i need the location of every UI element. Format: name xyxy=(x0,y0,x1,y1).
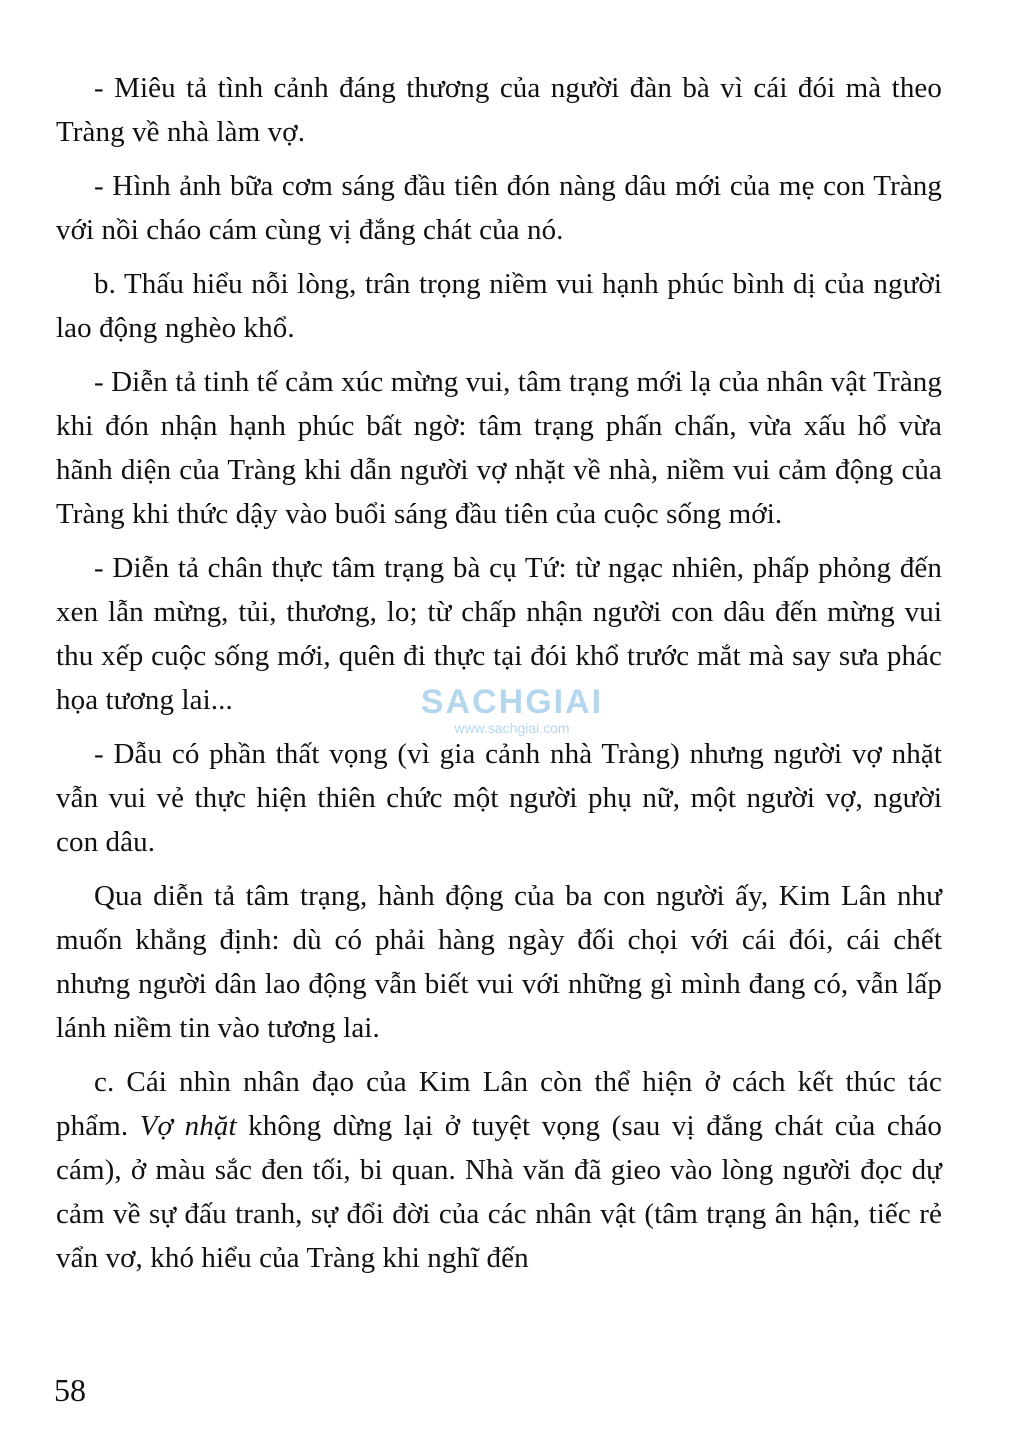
watermark-logo: SACHGIAI xyxy=(420,683,604,721)
paragraph-2: - Hình ảnh bữa cơm sáng đầu tiên đón nàng dâu mới của mẹ con Tràng với nồi cháo cám cùng vị đắng chát của nó. xyxy=(56,170,942,246)
watermark-url: www.sachgiai.com xyxy=(454,720,570,736)
paragraph-8-start: c. Cái nhìn nhân đạo của Kim Lân còn thể hiện ở cách kết thúc tác phẩm. xyxy=(56,1066,942,1142)
page-number: 58 xyxy=(54,1372,86,1408)
work-title: Vợ nhặt xyxy=(139,1110,237,1142)
paragraph-7: Qua diễn tả tâm trạng, hành động của ba con người ấy, Kim Lân như muốn khẳng định: dù có phải hàng ngày đối chọi với cái đói, cái chết nhưng người dân lao động vẫn biết vui với những gì mình đang có, vẫn lấp lánh niềm tin vào tương lai. xyxy=(56,880,942,1044)
page-body xyxy=(56,66,942,1290)
paragraph-1: - Miêu tả tình cảnh đáng thương của người đàn bà vì cái đói mà theo Tràng về nhà làm vợ. xyxy=(56,72,942,148)
paragraph-3: b. Thấu hiểu nỗi lòng, trân trọng niềm vui hạnh phúc bình dị của người lao động nghèo khổ. xyxy=(56,268,942,344)
paragraph-8-rest: không dừng lại ở tuyệt vọng (sau vị đắng chát của cháo cám), ở màu sắc đen tối, bi quan. Nhà văn đã gieo vào lòng người đọc dự cảm về sự đấu tranh, sự đổi đời của các nhân vật (tâm trạng ân hận, tiếc rẻ vẩn vơ, khó hiểu của Tràng khi nghĩ đến xyxy=(56,1110,943,1274)
paragraph-4: - Diễn tả tinh tế cảm xúc mừng vui, tâm trạng mới lạ của nhân vật Tràng khi đón nhận hạnh phúc bất ngờ: tâm trạng phấn chấn, vừa xấu hổ vừa hãnh diện của Tràng khi dẫn người vợ nhặt về nhà, niềm vui cảm động của Tràng khi thức dậy vào buổi sáng đầu tiên của cuộc sống mới. xyxy=(56,366,942,530)
paragraph-6: - Dẫu có phần thất vọng (vì gia cảnh nhà Tràng) nhưng người vợ nhặt vẫn vui vẻ thực hiện thiên chức một người phụ nữ, một người vợ, người con dâu. xyxy=(56,738,942,858)
paragraph-5: - Diễn tả chân thực tâm trạng bà cụ Tứ: từ ngạc nhiên, phấp phỏng đến xen lẫn mừng, tủi, thương, lo; từ chấp nhận người con dâu đến mừng vui thu xếp cuộc sống mới, quên đi thực tại đói khổ trước mắt mà say sưa phác họa tương lai... xyxy=(56,552,942,716)
paragraph-8 xyxy=(56,1060,942,1280)
